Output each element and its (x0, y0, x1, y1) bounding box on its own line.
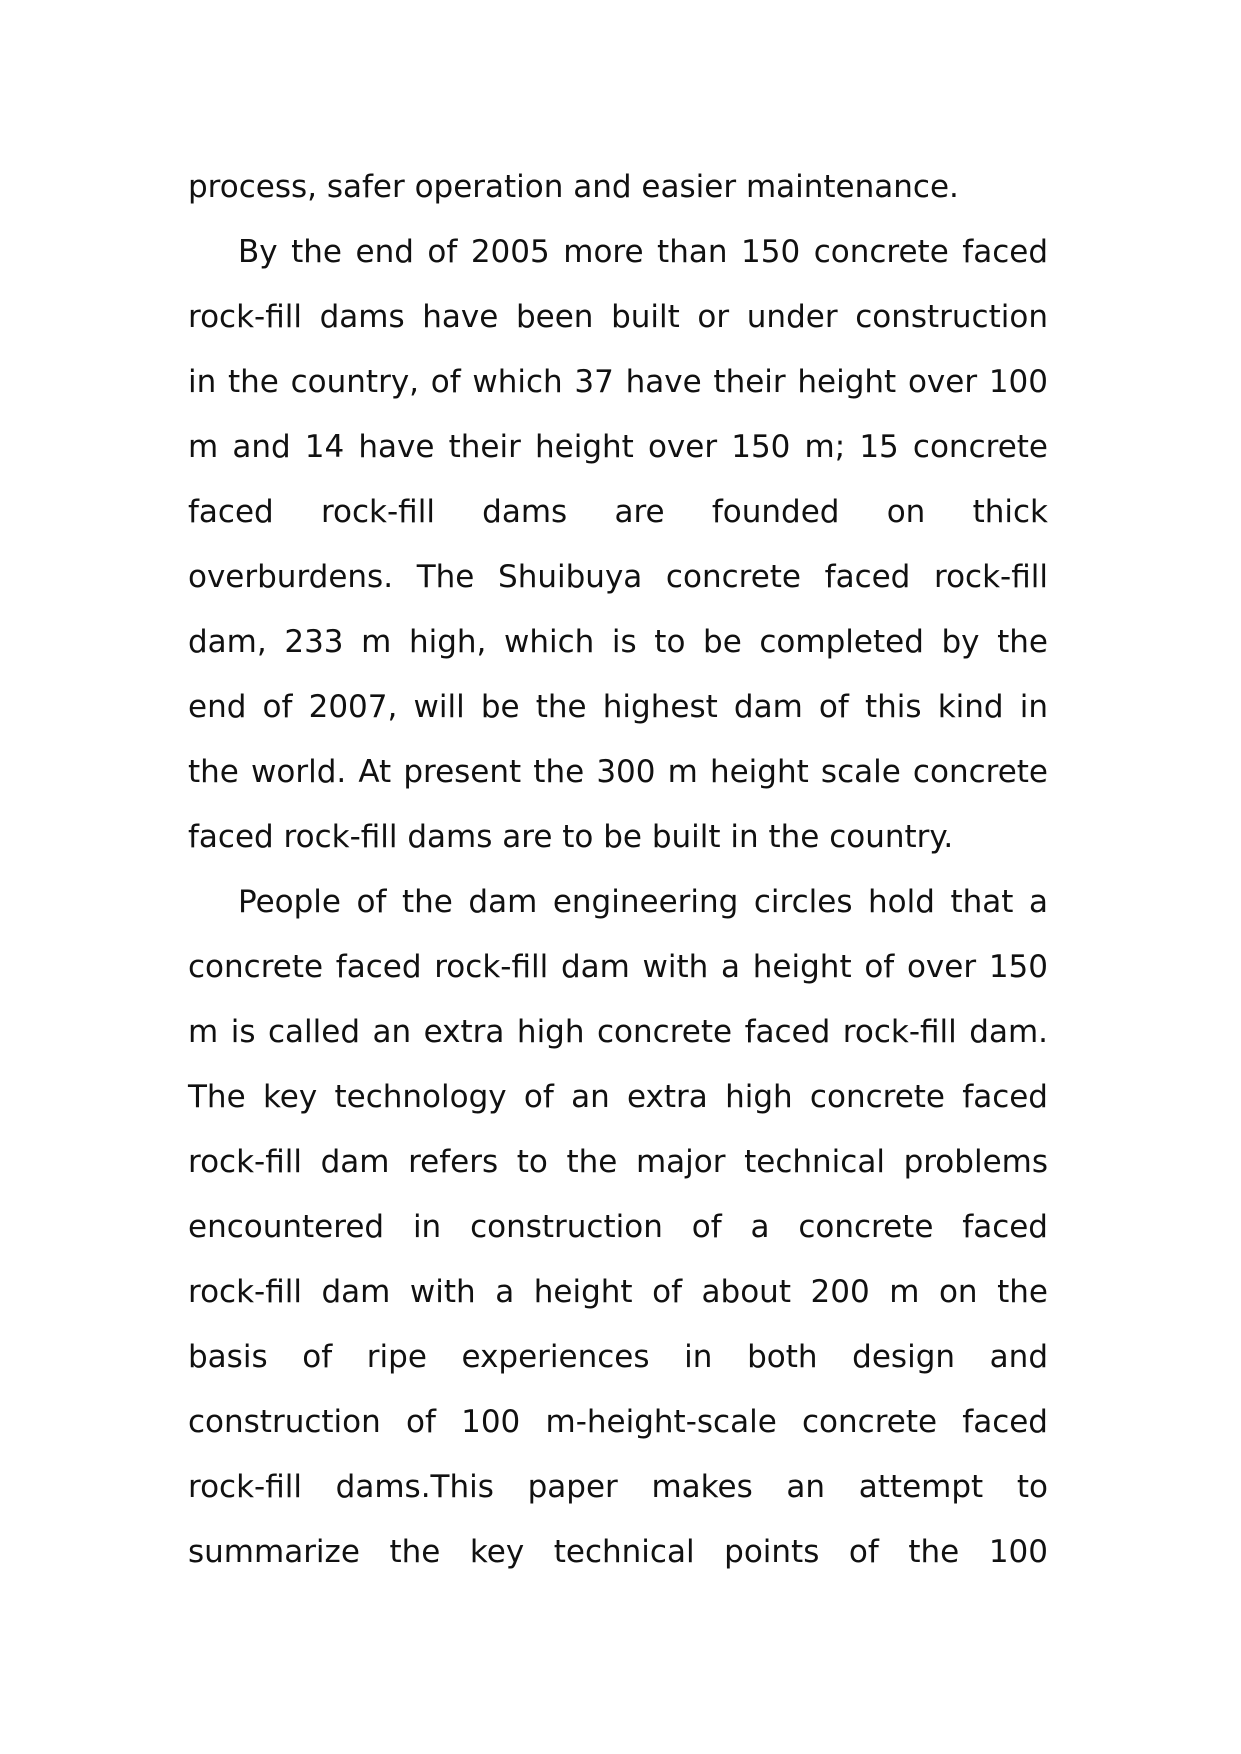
text-line: encountered in construction of a concrete faced (188, 1209, 1048, 1245)
text-line: end of 2007, will be the highest dam of this kind in (188, 689, 1048, 725)
text-line: m and 14 have their height over 150 m; 15 concrete (188, 429, 1048, 465)
text-line: process, safer operation and easier maintenance. (188, 169, 959, 205)
body-text (188, 155, 1048, 1585)
text-line: rock-fill dam with a height of about 200 m on the (188, 1274, 1048, 1310)
text-line: rock-fill dams.This paper makes an attempt to (188, 1469, 1048, 1505)
text-line: concrete faced rock-fill dam with a height of over 150 (188, 949, 1048, 985)
text-line: construction of 100 m-height-scale concrete faced (188, 1404, 1048, 1440)
text-line: By the end of 2005 more than 150 concrete faced (238, 234, 1048, 270)
text-line: faced rock-fill dams are to be built in the country. (188, 819, 954, 855)
text-line: faced rock-fill dams are founded on thick (188, 494, 1048, 530)
text-line: rock-fill dam refers to the major technical problems (188, 1144, 1048, 1180)
text-line: in the country, of which 37 have their height over 100 (188, 364, 1048, 400)
text-line: dam, 233 m high, which is to be completed by the (188, 624, 1048, 660)
text-line: The key technology of an extra high concrete faced (188, 1079, 1048, 1115)
text-line: People of the dam engineering circles hold that a (238, 884, 1048, 920)
text-line: the world. At present the 300 m height scale concrete (188, 754, 1048, 790)
text-line: basis of ripe experiences in both design and (188, 1339, 1048, 1375)
text-line: overburdens. The Shuibuya concrete faced rock-fill (188, 559, 1048, 595)
text-line: m is called an extra high concrete faced rock-fill dam. (188, 1014, 1048, 1050)
text-line: summarize the key technical points of the 100 (188, 1534, 1048, 1570)
text-line: rock-fill dams have been built or under construction (188, 299, 1048, 335)
